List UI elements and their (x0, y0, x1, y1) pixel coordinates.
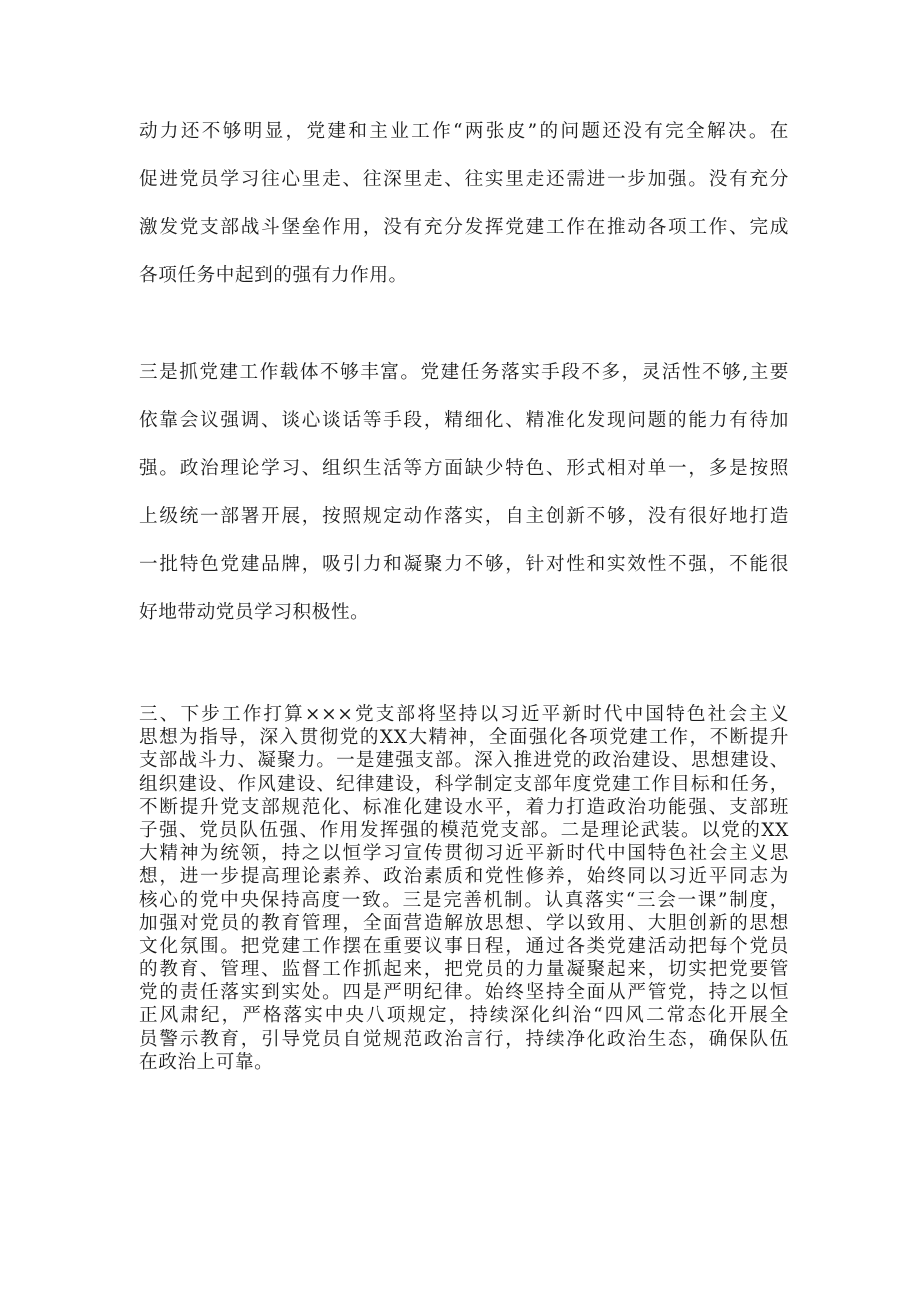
text-line: 大精神为统领，持之以恒学习宣传贯彻习近平新时代中国特色社会主义思 (139, 843, 789, 865)
paragraph-party-building-issues (139, 116, 789, 308)
text-line: 加强对党员的教育管理，全面营造解放思想、学以致用、大胆创新的思想 (139, 912, 789, 934)
text-line: 三是抓党建工作载体不够丰富。党建任务落实手段不多，灵活性不够,主要 (139, 362, 789, 383)
text-line: 三、下步工作打算×××党支部将坚持以习近平新时代中国特色社会主义 (139, 704, 789, 725)
text-line: 的教育、管理、监督工作抓起来，把党员的力量凝聚起来，切实把党要管 (139, 959, 789, 981)
text-line: 上级统一部署开展，按照规定动作落实，自主创新不够，没有很好地打造 (139, 506, 789, 527)
text-line: 支部战斗力、凝聚力。一是建强支部。深入推进党的政治建设、思想建设、 (139, 750, 789, 772)
paragraph-next-steps (139, 703, 789, 1074)
text-line: 党的责任落实到实处。四是严明纪律。始终坚持全面从严管党，持之以恒 (139, 982, 789, 1004)
text-line: 一批特色党建品牌，吸引力和凝聚力不够，针对性和实效性不强，不能很 (139, 554, 789, 575)
text-line: 在政治上可靠。 (139, 1051, 274, 1073)
text-line: 组织建设、作风建设、纪律建设，科学制定支部年度党建工作目标和任务， (139, 773, 789, 795)
paragraph-carrier-not-rich (139, 357, 789, 645)
text-line: 促进党员学习往心里走、往深里走、往实里走还需进一步加强。没有充分 (139, 169, 789, 190)
text-line: 依靠会议强调、谈心谈话等手段，精细化、精准化发现问题的能力有待加 (139, 410, 789, 431)
text-line: 想，进一步提高理论素养、政治素质和党性修养，始终同以习近平同志为 (139, 866, 789, 888)
text-line: 各项任务中起到的强有力作用。 (139, 265, 408, 286)
text-line: 激发党支部战斗堡垒作用，没有充分发挥党建工作在推动各项工作、完成 (139, 217, 789, 238)
text-line: 核心的党中央保持高度一致。三是完善机制。认真落实“三会一课”制度， (139, 889, 789, 911)
text-line: 不断提升党支部规范化、标准化建设水平，着力打造政治功能强、支部班 (139, 796, 789, 818)
text-line: 文化氛围。把党建工作摆在重要议事日程，通过各类党建活动把每个党员 (139, 935, 789, 957)
text-line: 子强、党员队伍强、作用发挥强的模范党支部。二是理论武装。以党的XX (139, 819, 789, 841)
text-line: 正风肃纪，严格落实中央八项规定，持续深化纠治“四风二常态化开展全 (139, 1005, 789, 1027)
text-line: 员警示教育，引导党员自觉规范政治言行，持续净化政治生态，确保队伍 (139, 1028, 789, 1050)
text-line: 动力还不够明显，党建和主业工作“两张皮”的问题还没有完全解决。在 (139, 121, 789, 142)
text-line: 强。政治理论学习、组织生活等方面缺少特色、形式相对单一，多是按照 (139, 458, 789, 479)
text-line: 好地带动党员学习积极性。 (139, 602, 370, 623)
text-line: 思想为指导，深入贯彻党的XX大精神，全面强化各项党建工作，不断提升 (139, 727, 789, 749)
